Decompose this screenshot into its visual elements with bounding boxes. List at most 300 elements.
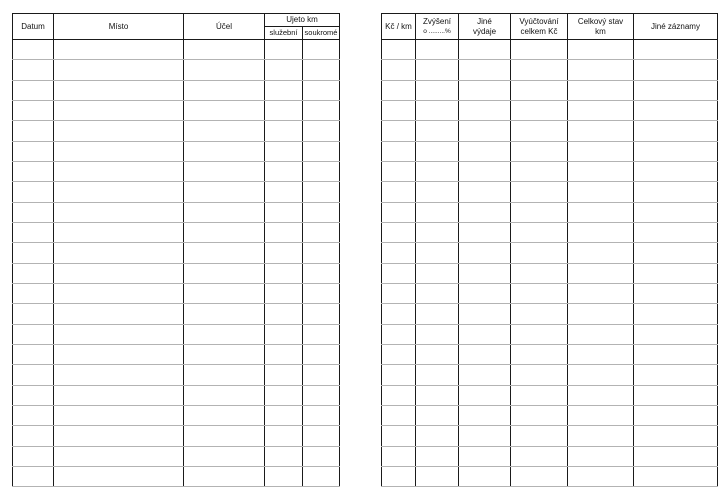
left-table-cell-misto[interactable] [54,466,184,486]
right-table-cell-vyuctovani[interactable] [511,385,568,405]
right-table-cell-zvyseni[interactable] [416,405,459,425]
left-table-cell-misto[interactable] [54,141,184,161]
left-table-cell-datum[interactable] [13,385,54,405]
left-table-cell-ucel[interactable] [184,161,265,181]
right-table-cell-vyuctovani[interactable] [511,243,568,263]
left-table-cell-datum[interactable] [13,243,54,263]
left-table-cell-soukrome[interactable] [303,324,340,344]
left-table-cell-misto[interactable] [54,40,184,60]
right-table-cell-celkovy-stav[interactable] [568,40,634,60]
left-table-cell-datum[interactable] [13,365,54,385]
right-table-cell-vyuctovani[interactable] [511,121,568,141]
left-table-cell-ucel[interactable] [184,182,265,202]
right-table-cell-celkovy-stav[interactable] [568,405,634,425]
right-table-cell-celkovy-stav[interactable] [568,385,634,405]
right-table-cell-vyuctovani[interactable] [511,446,568,466]
right-table-cell-kc-km[interactable] [382,202,416,222]
right-table-cell-jine-vydaje[interactable] [459,344,511,364]
left-table-cell-sluzebni[interactable] [265,263,303,283]
left-table-cell-sluzebni[interactable] [265,243,303,263]
right-table-cell-kc-km[interactable] [382,100,416,120]
right-table-cell-jine-zaznamy[interactable] [634,426,718,446]
left-table-cell-datum[interactable] [13,405,54,425]
right-table-cell-vyuctovani[interactable] [511,263,568,283]
left-table-cell-misto[interactable] [54,283,184,303]
left-table-cell-datum[interactable] [13,426,54,446]
left-table-cell-soukrome[interactable] [303,161,340,181]
header-jine-zaznamy: Jiné záznamy [634,14,718,40]
left-table-row [13,121,340,141]
left-table-cell-ucel[interactable] [184,304,265,324]
right-table-cell-zvyseni[interactable] [416,304,459,324]
left-table-row [13,283,340,303]
right-table-cell-vyuctovani[interactable] [511,222,568,242]
right-table-cell-jine-zaznamy[interactable] [634,60,718,80]
left-table-row [13,182,340,202]
right-table-cell-kc-km[interactable] [382,222,416,242]
left-table-cell-ucel[interactable] [184,446,265,466]
right-table-cell-jine-zaznamy[interactable] [634,243,718,263]
right-table-cell-jine-vydaje[interactable] [459,222,511,242]
right-table-cell-zvyseni[interactable] [416,182,459,202]
right-table-cell-kc-km[interactable] [382,385,416,405]
left-table-cell-misto[interactable] [54,60,184,80]
header-jine-vydaje-line1: Jiné [477,16,492,26]
right-table-cell-zvyseni[interactable] [416,263,459,283]
left-table-cell-sluzebni[interactable] [265,365,303,385]
right-table-cell-jine-zaznamy[interactable] [634,161,718,181]
right-table-cell-jine-vydaje[interactable] [459,263,511,283]
right-table-cell-celkovy-stav[interactable] [568,60,634,80]
left-table-cell-datum[interactable] [13,141,54,161]
right-table-cell-kc-km[interactable] [382,283,416,303]
right-table-cell-jine-vydaje[interactable] [459,405,511,425]
right-table-cell-jine-vydaje[interactable] [459,141,511,161]
left-table-cell-soukrome[interactable] [303,304,340,324]
right-table-cell-kc-km[interactable] [382,365,416,385]
left-table-cell-sluzebni[interactable] [265,283,303,303]
left-table-cell-sluzebni[interactable] [265,446,303,466]
left-table-cell-soukrome[interactable] [303,405,340,425]
right-table-cell-zvyseni[interactable] [416,222,459,242]
left-table-cell-datum[interactable] [13,202,54,222]
left-table-cell-datum[interactable] [13,100,54,120]
right-table-cell-celkovy-stav[interactable] [568,182,634,202]
right-table-cell-celkovy-stav[interactable] [568,121,634,141]
left-table-row [13,385,340,405]
right-table-cell-kc-km[interactable] [382,344,416,364]
right-table-cell-jine-zaznamy[interactable] [634,344,718,364]
right-table-cell-kc-km[interactable] [382,121,416,141]
left-table-cell-soukrome[interactable] [303,466,340,486]
header-zvyseni-label: Zvýšení [422,17,451,26]
right-table-cell-celkovy-stav[interactable] [568,80,634,100]
left-table-cell-sluzebni[interactable] [265,222,303,242]
left-table-cell-misto[interactable] [54,365,184,385]
left-table-cell-datum[interactable] [13,80,54,100]
left-table-cell-soukrome[interactable] [303,182,340,202]
right-table-cell-jine-vydaje[interactable] [459,426,511,446]
right-table-cell-vyuctovani[interactable] [511,466,568,486]
left-table-cell-ucel[interactable] [184,426,265,446]
left-table-cell-soukrome[interactable] [303,344,340,364]
left-table-cell-misto[interactable] [54,100,184,120]
right-table-row [382,60,718,80]
right-table-cell-zvyseni[interactable] [416,40,459,60]
left-table-cell-misto[interactable] [54,202,184,222]
left-table-cell-sluzebni[interactable] [265,426,303,446]
right-table-cell-zvyseni[interactable] [416,161,459,181]
left-table-row [13,161,340,181]
right-table-row [382,385,718,405]
right-table-cell-zvyseni[interactable] [416,202,459,222]
header-vyuctovani-line1: Vyúčtování [519,16,559,26]
left-table-row [13,405,340,425]
header-celkovy-stav-line1: Celkový stav [577,16,624,26]
right-table-row [382,202,718,222]
right-table-cell-jine-zaznamy[interactable] [634,405,718,425]
right-table-cell-vyuctovani[interactable] [511,40,568,60]
left-table-cell-ucel[interactable] [184,40,265,60]
right-table-cell-celkovy-stav[interactable] [568,324,634,344]
right-table-cell-jine-zaznamy[interactable] [634,202,718,222]
left-table-cell-soukrome[interactable] [303,385,340,405]
right-table-cell-jine-zaznamy[interactable] [634,466,718,486]
right-table-cell-kc-km[interactable] [382,466,416,486]
left-table-cell-soukrome[interactable] [303,243,340,263]
right-table-row [382,161,718,181]
header-ucel: Účel [184,14,265,40]
right-table-cell-jine-vydaje[interactable] [459,161,511,181]
left-table-cell-sluzebni[interactable] [265,40,303,60]
right-table-row [382,100,718,120]
left-table-cell-ucel[interactable] [184,466,265,486]
right-table-row [382,182,718,202]
right-table-cell-kc-km[interactable] [382,40,416,60]
right-table-cell-jine-zaznamy[interactable] [634,283,718,303]
right-table-cell-zvyseni[interactable] [416,426,459,446]
right-table-cell-jine-zaznamy[interactable] [634,446,718,466]
right-table-cell-kc-km[interactable] [382,80,416,100]
left-table-cell-datum[interactable] [13,344,54,364]
right-table-cell-zvyseni[interactable] [416,324,459,344]
left-table-row [13,40,340,60]
left-table-cell-sluzebni[interactable] [265,385,303,405]
header-sluzebni: služební [265,27,303,40]
right-table-cell-celkovy-stav[interactable] [568,222,634,242]
right-table-cell-vyuctovani[interactable] [511,344,568,364]
left-table-cell-misto[interactable] [54,182,184,202]
left-table-cell-sluzebni[interactable] [265,121,303,141]
right-table-cell-celkovy-stav[interactable] [568,344,634,364]
left-table-cell-datum[interactable] [13,283,54,303]
left-table-row [13,426,340,446]
left-table-cell-soukrome[interactable] [303,141,340,161]
left-table-cell-misto[interactable] [54,161,184,181]
left-table-cell-soukrome[interactable] [303,365,340,385]
left-table-cell-ucel[interactable] [184,385,265,405]
header-misto: Místo [54,14,184,40]
right-table-cell-jine-zaznamy[interactable] [634,304,718,324]
right-table-cell-zvyseni[interactable] [416,141,459,161]
right-table-cell-jine-vydaje[interactable] [459,446,511,466]
left-table-cell-sluzebni[interactable] [265,466,303,486]
left-table-cell-sluzebni[interactable] [265,100,303,120]
right-table-cell-vyuctovani[interactable] [511,283,568,303]
right-table-cell-zvyseni[interactable] [416,344,459,364]
left-table-cell-datum[interactable] [13,121,54,141]
right-table-cell-celkovy-stav[interactable] [568,283,634,303]
left-table-row [13,60,340,80]
left-table-cell-sluzebni[interactable] [265,80,303,100]
right-table-row [382,344,718,364]
right-table-cell-celkovy-stav[interactable] [568,202,634,222]
header-datum: Datum [13,14,54,40]
right-table-row [382,283,718,303]
left-table-cell-ucel[interactable] [184,202,265,222]
left-table-cell-soukrome[interactable] [303,283,340,303]
left-table-cell-datum[interactable] [13,182,54,202]
right-table-cell-vyuctovani[interactable] [511,405,568,425]
right-table-cell-vyuctovani[interactable] [511,365,568,385]
left-table-cell-ucel[interactable] [184,222,265,242]
right-table-cell-vyuctovani[interactable] [511,161,568,181]
right-table-cell-kc-km[interactable] [382,161,416,181]
right-table-cell-jine-vydaje[interactable] [459,100,511,120]
left-table-cell-misto[interactable] [54,405,184,425]
right-table-row [382,466,718,486]
right-table-cell-kc-km[interactable] [382,263,416,283]
right-table-cell-kc-km[interactable] [382,405,416,425]
right-table-cell-jine-vydaje[interactable] [459,324,511,344]
right-table-cell-zvyseni[interactable] [416,100,459,120]
left-table-row [13,80,340,100]
right-table-cell-jine-zaznamy[interactable] [634,222,718,242]
left-table-cell-sluzebni[interactable] [265,60,303,80]
right-table-cell-jine-zaznamy[interactable] [634,385,718,405]
left-table-cell-datum[interactable] [13,304,54,324]
header-vyuctovani-line2: celkem Kč [520,26,558,36]
right-table-cell-zvyseni[interactable] [416,466,459,486]
right-table-cell-vyuctovani[interactable] [511,141,568,161]
right-table-cell-kc-km[interactable] [382,446,416,466]
right-table-cell-vyuctovani[interactable] [511,100,568,120]
right-table-cell-jine-zaznamy[interactable] [634,263,718,283]
header-zvyseni-percent: o .........% [423,28,451,35]
right-table-cell-celkovy-stav[interactable] [568,263,634,283]
left-table-cell-datum[interactable] [13,40,54,60]
right-table-row [382,141,718,161]
right-table-cell-celkovy-stav[interactable] [568,466,634,486]
left-table-row [13,263,340,283]
right-table-row [382,222,718,242]
right-table-cell-vyuctovani[interactable] [511,426,568,446]
right-table-cell-jine-vydaje[interactable] [459,243,511,263]
right-table-cell-jine-zaznamy[interactable] [634,100,718,120]
left-table-cell-soukrome[interactable] [303,80,340,100]
left-table-cell-ucel[interactable] [184,263,265,283]
right-table-cell-celkovy-stav[interactable] [568,446,634,466]
left-table-cell-soukrome[interactable] [303,60,340,80]
right-table-cell-vyuctovani[interactable] [511,324,568,344]
right-table-cell-kc-km[interactable] [382,324,416,344]
left-table-row [13,365,340,385]
right-table-cell-jine-vydaje[interactable] [459,121,511,141]
right-table-cell-jine-vydaje[interactable] [459,365,511,385]
right-table-row [382,80,718,100]
right-table-cell-kc-km[interactable] [382,182,416,202]
left-table-cell-ucel[interactable] [184,405,265,425]
left-table-cell-sluzebni[interactable] [265,405,303,425]
left-table-cell-sluzebni[interactable] [265,324,303,344]
right-table-cell-celkovy-stav[interactable] [568,161,634,181]
right-table-cell-kc-km[interactable] [382,426,416,446]
right-table-cell-jine-zaznamy[interactable] [634,182,718,202]
right-table-cell-kc-km[interactable] [382,60,416,80]
left-table-cell-soukrome[interactable] [303,121,340,141]
right-table-row [382,304,718,324]
right-table-cell-jine-vydaje[interactable] [459,60,511,80]
right-table-cell-jine-vydaje[interactable] [459,385,511,405]
left-table-cell-misto[interactable] [54,263,184,283]
header-soukrome: soukromé [303,27,340,40]
left-table-cell-datum[interactable] [13,324,54,344]
trip-log-table-left [12,13,340,487]
left-table-cell-datum[interactable] [13,161,54,181]
left-table-cell-ucel[interactable] [184,324,265,344]
right-table-cell-jine-zaznamy[interactable] [634,324,718,344]
left-table-cell-sluzebni[interactable] [265,161,303,181]
left-table-cell-sluzebni[interactable] [265,182,303,202]
left-table-cell-sluzebni[interactable] [265,304,303,324]
left-table-cell-ucel[interactable] [184,60,265,80]
left-table-cell-soukrome[interactable] [303,446,340,466]
right-table-cell-zvyseni[interactable] [416,385,459,405]
right-table-cell-jine-zaznamy[interactable] [634,40,718,60]
left-table-cell-datum[interactable] [13,222,54,242]
right-table-cell-vyuctovani[interactable] [511,80,568,100]
header-celkovy-stav [568,14,634,40]
right-table-row [382,263,718,283]
header-ujeto-km: Ujeto km [265,14,340,27]
left-table-cell-datum[interactable] [13,263,54,283]
left-table-cell-soukrome[interactable] [303,202,340,222]
right-table-cell-zvyseni[interactable] [416,243,459,263]
left-table-row [13,243,340,263]
right-table-cell-zvyseni[interactable] [416,80,459,100]
right-table-cell-zvyseni[interactable] [416,60,459,80]
left-table-cell-soukrome[interactable] [303,100,340,120]
right-table-cell-jine-zaznamy[interactable] [634,365,718,385]
right-table-cell-celkovy-stav[interactable] [568,243,634,263]
right-table-cell-jine-zaznamy[interactable] [634,80,718,100]
right-table-cell-celkovy-stav[interactable] [568,426,634,446]
left-table-cell-misto[interactable] [54,243,184,263]
right-table-cell-celkovy-stav[interactable] [568,141,634,161]
right-table-row [382,446,718,466]
right-table-cell-vyuctovani[interactable] [511,182,568,202]
left-table-cell-soukrome[interactable] [303,40,340,60]
right-table-row [382,426,718,446]
left-table-cell-misto[interactable] [54,344,184,364]
left-table-cell-datum[interactable] [13,60,54,80]
left-table-cell-ucel[interactable] [184,121,265,141]
right-table-cell-jine-vydaje[interactable] [459,466,511,486]
right-table-cell-kc-km[interactable] [382,243,416,263]
trip-log-body-right [382,40,718,487]
left-table-cell-ucel[interactable] [184,243,265,263]
trip-log-table-right [381,13,718,487]
right-table-cell-zvyseni[interactable] [416,446,459,466]
left-table-cell-misto[interactable] [54,385,184,405]
left-table-cell-ucel[interactable] [184,283,265,303]
right-table-cell-jine-vydaje[interactable] [459,80,511,100]
right-table-cell-kc-km[interactable] [382,304,416,324]
right-table-row [382,405,718,425]
left-table-cell-misto[interactable] [54,222,184,242]
left-table-cell-misto[interactable] [54,446,184,466]
left-table-cell-soukrome[interactable] [303,222,340,242]
left-table-cell-sluzebni[interactable] [265,141,303,161]
header-jine-vydaje [459,14,511,40]
right-table-cell-jine-zaznamy[interactable] [634,141,718,161]
right-table-cell-jine-vydaje[interactable] [459,182,511,202]
left-table-cell-misto[interactable] [54,426,184,446]
right-table-cell-celkovy-stav[interactable] [568,100,634,120]
right-table-cell-vyuctovani[interactable] [511,202,568,222]
left-table-row [13,202,340,222]
header-kc-km: Kč / km [382,14,416,40]
left-table-cell-misto[interactable] [54,324,184,344]
left-table-row [13,222,340,242]
right-table-row [382,324,718,344]
right-table-row [382,365,718,385]
left-table-cell-sluzebni[interactable] [265,202,303,222]
left-table-cell-datum[interactable] [13,466,54,486]
left-table-cell-ucel[interactable] [184,365,265,385]
left-table-cell-ucel[interactable] [184,80,265,100]
left-table-cell-misto[interactable] [54,304,184,324]
right-table-cell-kc-km[interactable] [382,141,416,161]
left-table-cell-ucel[interactable] [184,141,265,161]
right-table-cell-jine-vydaje[interactable] [459,202,511,222]
right-table-cell-zvyseni[interactable] [416,283,459,303]
right-table-cell-vyuctovani[interactable] [511,304,568,324]
right-table-cell-jine-vydaje[interactable] [459,304,511,324]
right-table-cell-jine-vydaje[interactable] [459,40,511,60]
left-table-cell-soukrome[interactable] [303,426,340,446]
left-table-row [13,466,340,486]
right-table-cell-zvyseni[interactable] [416,121,459,141]
left-table-cell-misto[interactable] [54,121,184,141]
right-table-row [382,121,718,141]
right-table-cell-jine-zaznamy[interactable] [634,121,718,141]
right-table-cell-celkovy-stav[interactable] [568,304,634,324]
left-table-cell-misto[interactable] [54,80,184,100]
right-table-cell-zvyseni[interactable] [416,365,459,385]
right-table-cell-jine-vydaje[interactable] [459,283,511,303]
left-table-cell-ucel[interactable] [184,100,265,120]
left-table-cell-ucel[interactable] [184,344,265,364]
left-table-cell-sluzebni[interactable] [265,344,303,364]
right-table-cell-vyuctovani[interactable] [511,60,568,80]
left-table-row [13,304,340,324]
header-vyuctovani [511,14,568,40]
trip-log-body-left [13,40,340,487]
right-table-cell-celkovy-stav[interactable] [568,365,634,385]
left-table-cell-soukrome[interactable] [303,263,340,283]
left-table-cell-datum[interactable] [13,446,54,466]
